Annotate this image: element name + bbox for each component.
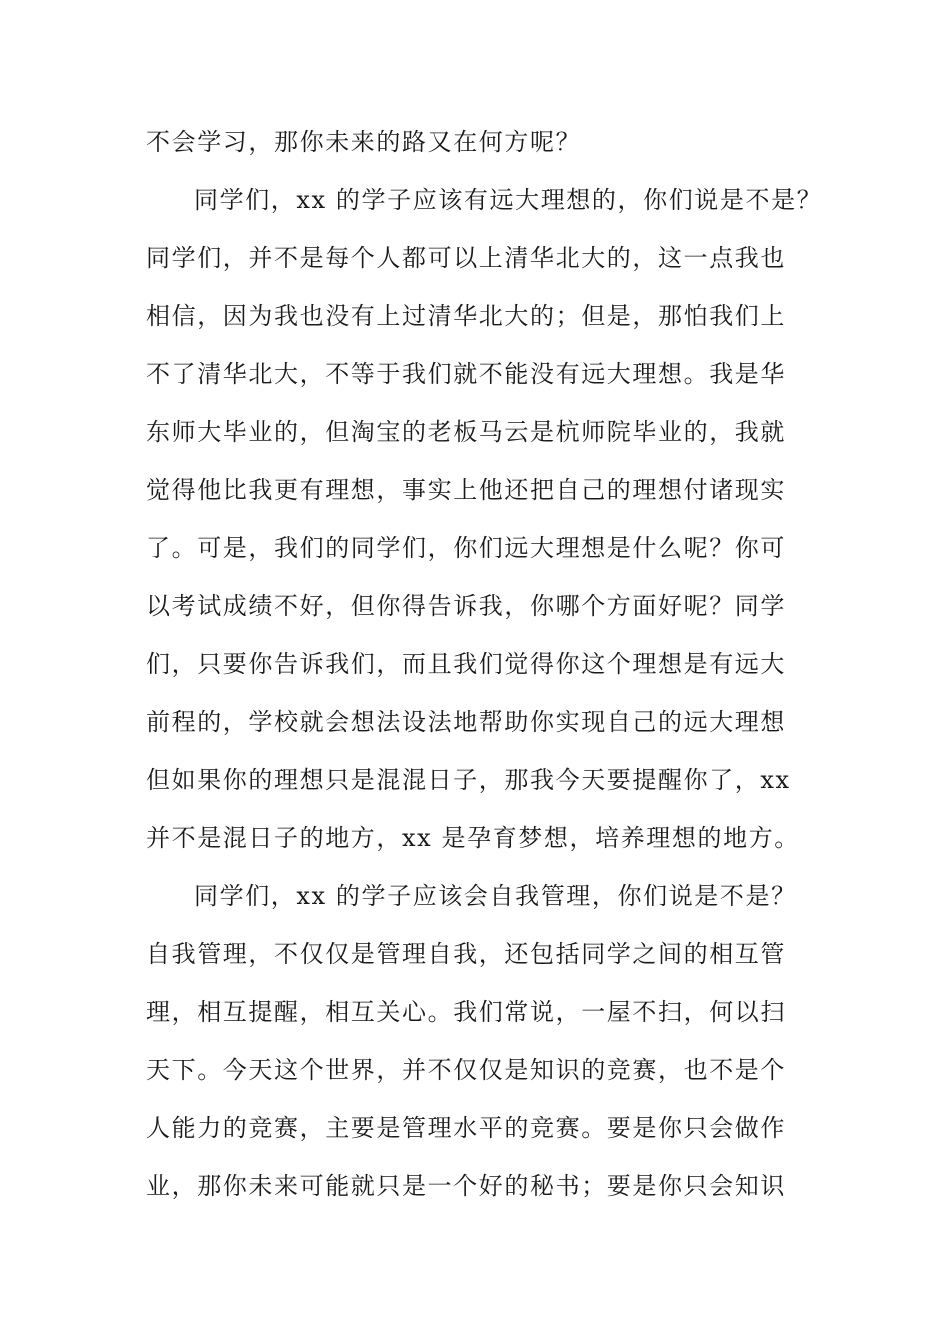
text-line-11: 前程的，学校就会想法设法地帮助你实现自己的远大理想 [146, 708, 786, 736]
text-line-13: 并不是混日子的地方，xx 是孕育梦想，培养理想的地方。 [146, 824, 800, 852]
text-line-8: 了。可是，我们的同学们，你们远大理想是什么呢？你可 [146, 534, 786, 562]
text-line-6: 东师大毕业的，但淘宝的老板马云是杭师院毕业的，我就 [146, 418, 786, 446]
paragraph-start-line: 同学们，xx 的学子应该有远大理想的，你们说是不是？ [194, 186, 823, 214]
text-line-19: 业，那你未来可能就只是一个好的秘书；要是你只会知识 [146, 1172, 786, 1200]
text-line-1: 不会学习，那你未来的路又在何方呢？ [146, 128, 582, 156]
text-line-17: 天下。今天这个世界，并不仅仅是知识的竞赛，也不是个 [146, 1056, 786, 1084]
text-line-12: 但如果你的理想只是混混日子，那我今天要提醒你了，xx [146, 766, 791, 794]
text-line-10: 们，只要你告诉我们，而且我们觉得你这个理想是有远大 [146, 650, 786, 678]
text-line-4: 相信，因为我也没有上过清华北大的；但是，那怕我们上 [146, 302, 786, 330]
text-line-7: 觉得他比我更有理想，事实上他还把自己的理想付诸现实 [146, 476, 786, 504]
text-line-5: 不了清华北大，不等于我们就不能没有远大理想。我是华 [146, 360, 786, 388]
text-line-9: 以考试成绩不好，但你得告诉我，你哪个方面好呢？同学 [146, 592, 786, 620]
paragraph-start-line: 同学们，xx 的学子应该会自我管理，你们说是不是？ [194, 882, 797, 910]
text-line-3: 同学们，并不是每个人都可以上清华北大的，这一点我也 [146, 244, 786, 272]
text-line-18: 人能力的竞赛，主要是管理水平的竞赛。要是你只会做作 [146, 1114, 786, 1142]
text-line-15: 自我管理，不仅仅是管理自我，还包括同学之间的相互管 [146, 940, 786, 968]
text-line-16: 理，相互提醒，相互关心。我们常说，一屋不扫，何以扫 [146, 998, 786, 1026]
